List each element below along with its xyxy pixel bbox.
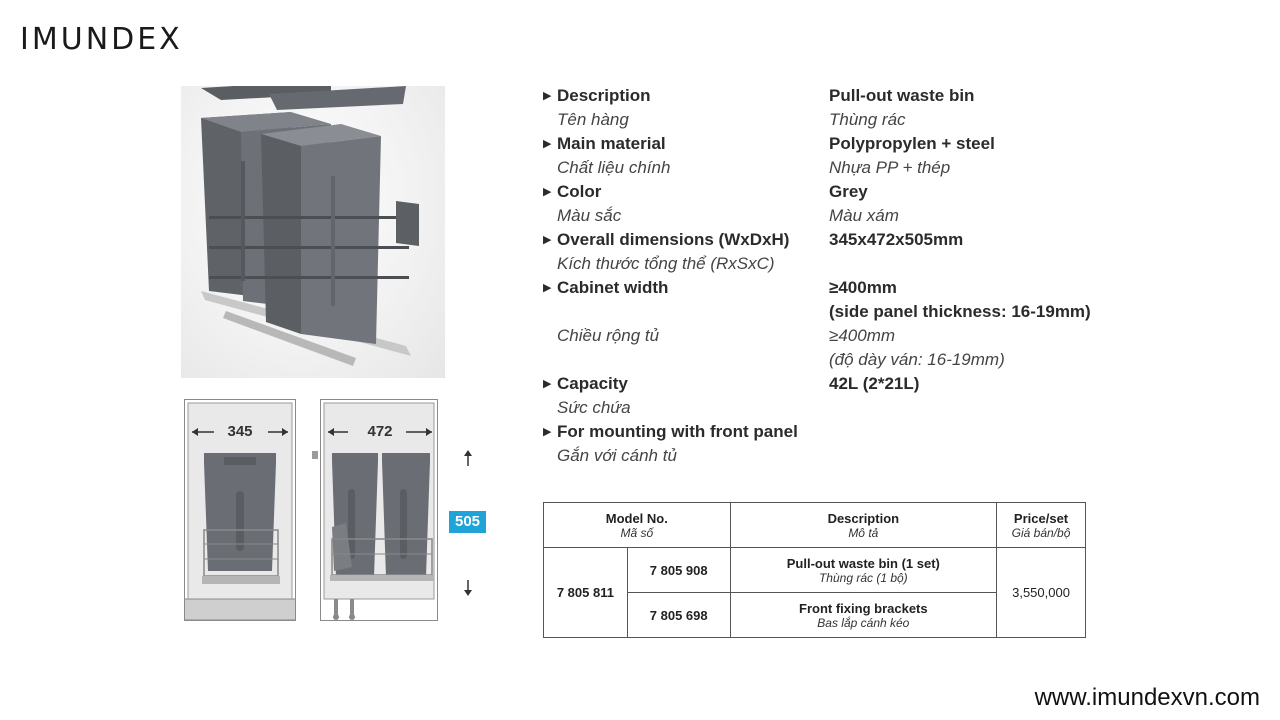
spec-mounting [543, 422, 1103, 446]
spec-cabinet-width-vi-line2 [543, 350, 1103, 374]
spec-cabinet-width-vi [543, 326, 1103, 350]
front-view-drawing [184, 399, 296, 626]
price-value: 3,550,000 [997, 548, 1086, 638]
width-dimension-label: 345 [227, 423, 253, 440]
bullet-triangle-icon: ▶ [543, 378, 552, 390]
spec-cabinet-width-line2 [543, 302, 1103, 326]
spec-color [543, 182, 1103, 206]
sub-model-no: 7 805 698 [627, 593, 730, 638]
spec-material [543, 134, 1103, 158]
spec-cabinet-width [543, 278, 1103, 302]
table-row [544, 548, 1086, 593]
bullet-triangle-icon: ▶ [543, 282, 552, 294]
spec-label-vi: Chiều rộng tủ [557, 326, 660, 345]
brand-logo: IMUNDEX [20, 22, 183, 57]
spec-label-vi: Màu sắc [557, 206, 622, 225]
height-dimension-label: 505 [449, 511, 486, 533]
spec-dimensions [543, 230, 1103, 254]
bullet-triangle-icon: ▶ [543, 426, 552, 438]
spec-value-vi: Thùng rác [829, 110, 906, 129]
waste-bin-illustration [181, 86, 445, 378]
website-link[interactable]: www.imundexvn.com [1034, 684, 1260, 711]
price-table [543, 502, 1086, 638]
spec-label: Description [557, 86, 651, 105]
spec-dimensions-vi [543, 254, 1103, 278]
spec-capacity [543, 374, 1103, 398]
spec-label-vi: Chất liệu chính [557, 158, 671, 177]
side-view-drawing [312, 399, 440, 628]
row-description: Pull-out waste bin (1 set) Thùng rác (1 bộ) [730, 548, 996, 593]
spec-value: 42L (2*21L) [829, 374, 920, 393]
row-description: Front fixing brackets Bas lắp cánh kéo [730, 593, 996, 638]
spec-label: Cabinet width [557, 278, 669, 297]
spec-label-vi: Gắn với cánh tủ [557, 446, 677, 465]
spec-value: 345x472x505mm [829, 230, 964, 249]
table-header-row [544, 503, 1086, 548]
bullet-triangle-icon: ▶ [543, 138, 552, 150]
spec-capacity-vi [543, 398, 1103, 422]
spec-value: Polypropylen + steel [829, 134, 995, 153]
spec-mounting-vi [543, 446, 1103, 470]
spec-label-vi: Kích thước tổng thể (RxSxC) [557, 254, 775, 273]
spec-value: ≥400mm [829, 278, 897, 297]
spec-value: Grey [829, 182, 868, 201]
spec-label: Capacity [557, 374, 628, 393]
spec-value-vi-line2: (độ dày ván: 16-19mm) [829, 350, 1005, 369]
spec-value-vi: Nhựa PP + thép [829, 158, 951, 177]
spec-label-vi: Tên hàng [557, 110, 629, 129]
bullet-triangle-icon: ▶ [543, 186, 552, 198]
bullet-triangle-icon: ▶ [543, 90, 552, 102]
height-arrow-down [462, 578, 474, 601]
spec-label: Main material [557, 134, 666, 153]
spec-description-vi [543, 110, 1103, 134]
sub-model-no: 7 805 908 [627, 548, 730, 593]
header-price: Price/set Giá bán/bộ [997, 503, 1086, 548]
spec-label-vi: Sức chứa [557, 398, 631, 417]
height-arrow-up [462, 450, 474, 473]
spec-value-line2: (side panel thickness: 16-19mm) [829, 302, 1091, 321]
spec-value-vi: ≥400mm [829, 326, 896, 345]
header-description: Description Mô tả [730, 503, 996, 548]
spec-color-vi [543, 206, 1103, 230]
bullet-triangle-icon: ▶ [543, 234, 552, 246]
header-model-no: Model No. Mã số [544, 503, 731, 548]
main-model-no: 7 805 811 [544, 548, 628, 638]
product-photo [181, 86, 445, 378]
spec-label: For mounting with front panel [557, 422, 798, 441]
spec-label: Overall dimensions (WxDxH) [557, 230, 790, 249]
spec-label: Color [557, 182, 602, 201]
spec-description [543, 86, 1103, 110]
spec-value-vi: Màu xám [829, 206, 899, 225]
spec-material-vi [543, 158, 1103, 182]
spec-value: Pull-out waste bin [829, 86, 975, 105]
depth-dimension-label: 472 [367, 423, 393, 440]
